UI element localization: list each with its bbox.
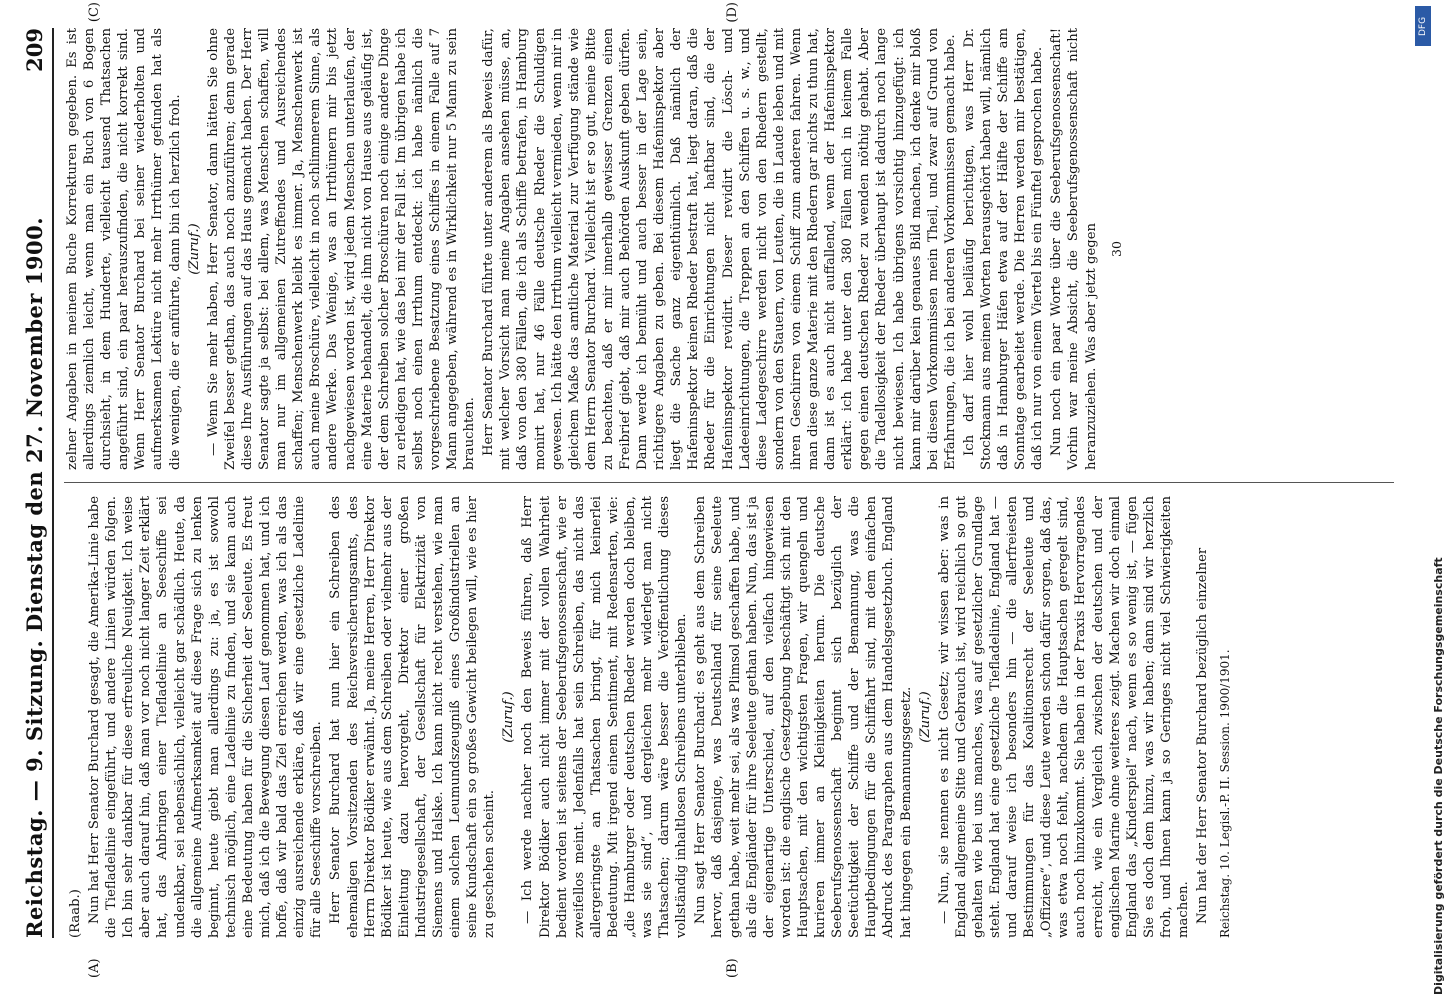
credit-text: Digitalisierung gefördert durch die Deutsche Forschungsgemeinschaft <box>1432 557 1445 995</box>
interjection: (Zuruf.) <box>917 691 933 743</box>
interjection: (Zuruf.) <box>501 691 517 743</box>
paragraph: Nun sagt Herr Senator Burchard: es geht aus dem Schreiben hervor, daß dasjenige, was Deutschland für seine Seeleute gethan habe, weit mehr sei, als was Plimsol geschaffen habe, und als die Engländer für ihre Seeleute gethan haben. Nun, das ist ja der eigenartige Unterschied, auf den vielfach hingewiesen worden ist: die englische Gesetzgebung beschäftigt sich mit den Hauptsachen, mit den wichtigsten Fragen, wir quengeln und kurieren immer an Kleinigkeiten herum. Die deutsche Seeberufsgenossenschaft beginnt sich bezüglich der Seetüchtigkeit der Schiffe und der Bemannung, was die Hauptbedingungen für die Schiffahrt sind, mit dem einfachen Abdruck des Paragraphen aus dem Handelsgesetzbuch. England hat hingegen ein Bemannungsgesetz. <box>693 496 914 938</box>
paragraph: Ich darf hier wohl beiläufig berichtigen, was Herr Dr. Stockmann aus meinen Worten herausgehört haben will, nämlich daß in Hamburger Häfen etwa auf der Hälfte der Schiffe am Sonntage gearbeitet werde. Die Herren werden mir bestätigen, daß ich nur von einem Viertel bis ein Fünftel gesprochen habe. <box>961 28 1046 470</box>
text-columns <box>64 2 1394 978</box>
page-title: Reichstag. — 9. Sitzung. Dienstag den 27. November 1900. <box>22 216 47 938</box>
paragraph: Nun hat der Herr Senator Burchard bezüglich einzelner <box>1195 547 1211 924</box>
paragraph: Nun hat Herr Senator Burchard gesagt, die Amerika-Linie habe die Tiefladelinie eingeführt, und andere Linien würden folgen. Ich bin sehr dankbar für diese erfreuliche Neuigkeit. Ich weise aber auch darauf hin, daß man vor noch nicht langer Zeit erklärt hat, das Anbringen einer Tiefladelinie an Seeschiffe sei undenkbar, sei nebensächlich, vielleicht gar schädlich. Heute, da die allgemeine Aufmerksamkeit auf diese Frage sich zu lenken beginnt, heute giebt man allerdings zu: ja, es ist sowohl technisch möglich, eine Ladelinie zu finden, und sie kann auch eine Bedeutung haben für die Sicherheit der Seeleute. Es freut mich, daß ich die Bewegung diesen Lauf genommen hat, und ich hoffe, daß wir bald das Ziel erreichen werden, was ich als das einzig ausreichende erkläre, daß wir eine gesetzliche Ladelinie für alle Seeschiffe vorschreiben. <box>87 496 325 938</box>
paragraph: Herr Senator Burchard führte unter anderem als Beweis dafür, mit welcher Vorsicht man meine Angaben ansehen müsse, an, daß von den 380 Fällen, die ich als Schiffe betrafen, in Hamburg monirt hat, nur 46 Fälle deutsche Rheder die Schuldigen gewesen. Ich hätte den Irrthum vielleicht vermieden, wenn mir in gleichem Maße das amtliche Material zur Verfügung stände wie dem Herrn Senator Burchard. Vielleicht ist er so gut, meine Bitte zu beachten, daß er mir innerhalb gewisser Grenzen einen Freibrief giebt, daß mir auch Behörden Auskunft geben dürfen. Dann werde ich bemüht und auch besser in der Lage sein, richtigere Angaben zu geben. Bei diesem Hafeninspektor aber liegt die Sache ganz eigenthümlich. Daß nämlich der Hafeninspektor keinen Rheder bestraft hat, liegt daran, daß die Rheder für die Einrichtungen nicht haftbar sind, die der Hafeninspektor revidirt. Dieser revidirt die Lösch- und Ladeeinrichtungen, die Treppen an den Schiffen u. s. w., und diese Ladegeschirre werden nicht von den Rhedern gestellt, sondern von den Stauern, von Leuten, die in Laude leben und mit ihren Geschirren von einem Schiff zum anderen fahren. Wenn man diese ganze Materie mit den Rhedern gar nichts zu thun hat, dann ist es auch nicht auffallend, wenn der Hafeninspektor erklärt: ich habe unter den 380 Fällen mich in keinem Falle gegen einen deutschen Rheder zu wenden nöthig gehabt. Aber die Tadellosigkeit der Rheder überhaupt ist dadurch noch lange nicht bewiesen. Ich habe übrigens vorsichtig hinzugefügt: ich kann mir darüber kein genaues Bild machen, ich denke mir bloß bei diesen Vorkommnissen mein Theil, und zwar auf Grund von Erfahrungen, die ich bei anderen Vorkommnissen gemacht habe. <box>481 28 958 470</box>
margin-mark-b: (B) <box>725 958 740 978</box>
paragraph: — Wenn Sie mehr haben, Herr Senator, dann hätten Sie ohne Zweifel besser gethan, das auch noch anzuführen; denn gerade diese Ihre Ausführungen auf das Haus gemacht haben. Der Herr Senator sagte ja selbst: bei allem, was Menschen schaffen, will man nur im allgemeinen Zutreffendes und Ausreichendes schaffen; Menschenwerk bleibt es immer. Ja, Menschenwerk ist auch meine Broschüre, vielleicht in noch schlimmerem Sinne, als andere Werke. Das Wenige, was an Irrthümern mir bis jetzt nachgewiesen worden ist, wird jedem Menschen unterlaufen, der eine Materie behandelt, die ihm nicht von Hause aus geläufig ist, der dem Schreiben solcher Broschüren noch einige andere Dinge zu erledigen hat, wie das bei mir der Fall ist. Im übrigen habe ich selbst noch einen Irrthum entdeckt: ich habe nämlich die vorgeschriebene Besatzung eines Schiffes in einem Falle auf 7 Mann angegeben, während es in Wirklichkeit nur 5 Mann zu sein brauchten. <box>205 28 478 470</box>
paragraph: — Ich werde nachher noch den Beweis führen, daß Herr Direktor Bödiker auch nicht immer mit der vollen Wahrheit bedient worden ist seitens der Seeberufsgenossenschaft, wie er zweifellos meint. Jedenfalls hat sein Schreiben, das nicht das allergeringste an Thatsachen bringt, für mich keinerlei Bedeutung. Mit irgend einem Sentiment, mit Redensarten, wie: „die Hamburger oder deutschen Rheder werden doch bleiben, was sie sind“, und dergleichen mehr widerlegt man nicht Thatsachen; darum wäre besser die Veröffentlichung dieses vollständig inhaltlosen Schreibens unterblieben. <box>520 496 690 938</box>
session-footer: Reichstag. 10. Legisl.-P. II. Session. 1900/1901. <box>1218 649 1233 938</box>
paragraph: — Nun, sie nennen es nicht Gesetz; wir wissen aber: was in England allgemeine Sitte und Gebrauch ist, wird reichlich so gut gehalten wie bei uns manches, was auf gesetzlicher Grundlage steht. England hat eine gesetzliche Tiefladelinie, England hat — und darauf weise ich besonders hin — die allerfreiesten Bestimmungen für das Koalitionsrecht der Seeleute und „Offiziere“, und diese Leute werden schon dafür sorgen, daß das, was etwa noch fehlt, nachdem die Hauptsachen geregelt sind, auch noch hinzukommt. Sie haben in der Praxis Hervorragendes erreicht, wie ein Vergleich zwischen der deutschen und der englischen Marine ohne weiteres zeigt. Machen wir doch einmal England das „Kinderspiel“ nach, wenn es so wenig ist, — fügen Sie es doch dem hinzu, was wir haben; dann sind wir herzlich froh, und Ihnen kann ja so Geringes nicht viel Schwierigkeiten machen. <box>936 496 1191 938</box>
dfg-logo: DFG <box>1415 6 1431 46</box>
page-header <box>18 28 54 938</box>
right-column <box>64 2 1394 470</box>
left-column <box>64 496 1394 978</box>
margin-mark-a: (A) <box>87 958 102 978</box>
paragraph: Herr Senator Burchard hat nun hier ein Schreiben des ehemaligen Vorsitzenden des Reichsversicherungsamts, des Herrn Direktor Bödiker erwähnt. Ja, meine Herren, Herr Direktor Bödiker ist heute, wie aus dem Schreiben oder vielmehr aus der Einleitung dazu hervorgeht, Direktor einer großen Industriegesellschaft, der Gesellschaft für Elektrizität von Siemens und Halske. Ich kann nicht recht verstehen, wie man einem solchen Leumundszeugniß eines Großindustriellen an seine Kundschaft ein so großes Gewicht beilegen will, wie es hier zu geschehen scheint. <box>328 496 498 938</box>
page-number: 209 <box>22 28 47 72</box>
speaker-tag: (Raab.) <box>68 889 83 938</box>
interjection: (Zuruf.) <box>186 223 202 275</box>
sheet-number: 30 <box>1108 241 1124 257</box>
margin-mark-c: (C) <box>87 2 102 23</box>
margin-mark-d: (D) <box>725 2 740 23</box>
digitization-credit <box>1410 0 1445 1000</box>
column-divider <box>64 482 1394 483</box>
paragraph: zelner Angaben in meinem Buche Korrekturen gegeben. Es ist allerdings ziemlich leicht, wenn man ein Buch von 6 Bogen durchsieht, in dem Hunderte, vielleicht tausend Thatsachen angeführt sind, ein paar herauszufinden, die nicht korrekt sind. Wenn Herr Senator Burchard bei seiner wiederholten und aufmerksamen Lektüre nicht mehr Irrthümer gefunden hat als die wenigen, die er anführte, dann bin ich herzlich froh. <box>65 28 183 470</box>
paragraph: Nun noch ein paar Worte über die Seeberufsgenossenschaft! Vorhin war meine Absicht, die Seeberufsgenossenschaft nicht heranzuziehen. Was aber jetzt gegen <box>1049 28 1099 470</box>
